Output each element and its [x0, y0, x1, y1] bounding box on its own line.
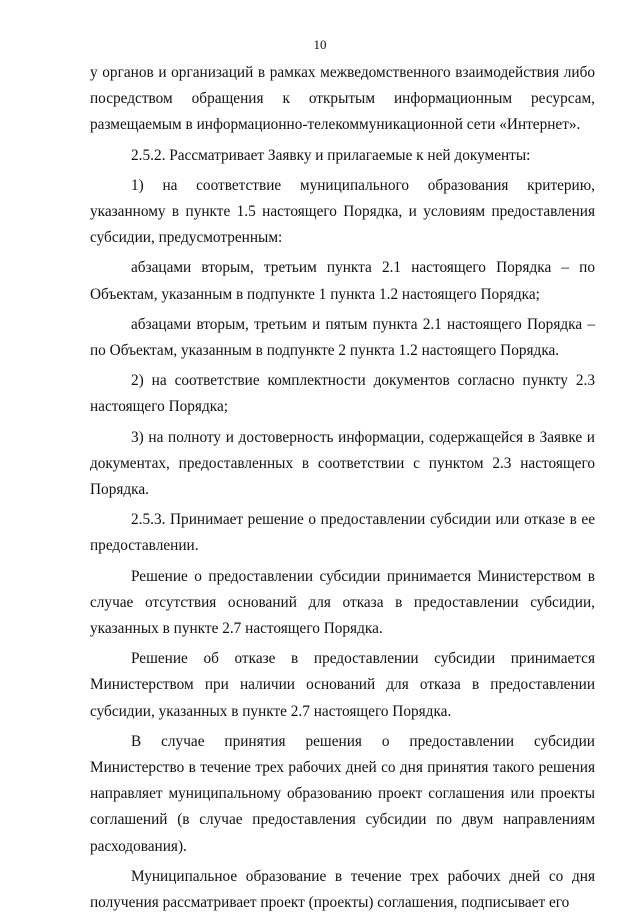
paragraph-decision-grant: Решение о предоставлении субсидии принимается Министерством в случае отсутствия оснований для отказа в предоставлении субсидии, указанных в пункте 2.7 настоящего Порядка.	[90, 567, 595, 638]
paragraph-decision-refusal: Решение об отказе в предоставлении субсидии принимается Министерством при наличии оснований для отказа в предоставлении субсидии, указанных в пункте 2.7 настоящего Порядка.	[90, 650, 595, 720]
paragraph-continuation: у органов и организаций в рамках межведомственного взаимодействия либо посредством обращения к открытым информационным ресурсам, размещаемым в информационно-телекоммуникационной сети «Интернет».	[90, 64, 595, 134]
paragraph-agreement-draft: В случае принятия решения о предоставлении субсидии Министерство в течение трех рабочих дней со дня принятия такого решения направляет муниципальному образованию проект соглашения или проекты соглашений (в случае предоставления субсидии по двум направлениям расходования).	[90, 732, 595, 855]
paragraph-item-3: 3) на полноту и достоверность информации, содержащейся в Заявке и документах, предоставленных в соответствии с пунктом 2.3 настоящего Порядка.	[90, 428, 595, 499]
paragraph-subitem-first: абзацами вторым, третьим пункта 2.1 настоящего Порядка – по Объектам, указанным в подпункте 1 пункта 1.2 настоящего Порядка;	[90, 259, 595, 303]
paragraph-subitem-second: абзацами вторым, третьим и пятым пункта 2.1 настоящего Порядка – по Объектам, указанным в подпункте 2 пункта 1.2 настоящего Порядка.	[90, 315, 595, 360]
paragraph-2-5-3: 2.5.3. Принимает решение о предоставлении субсидии или отказе в ее предоставлении.	[90, 511, 595, 555]
paragraph-municipality-review: Муниципальное образование в течение трех рабочих дней со дня получения рассматривает проект (проекты) соглашения, подписывает его	[90, 867, 595, 912]
page-number: 10	[313, 37, 327, 52]
document-body	[90, 60, 595, 920]
paragraph-2-5-2: 2.5.2. Рассматривает Заявку и прилагаемые к ней документы:	[131, 146, 531, 164]
paragraph-item-1: 1) на соответствие муниципального образования критерию, указанному в пункте 1.5 настоящего Порядка, и условиям предоставления субсидии, предусмотренным:	[90, 176, 595, 247]
paragraph-item-2: 2) на соответствие комплектности документов согласно пункту 2.3 настоящего Порядка;	[90, 372, 595, 416]
